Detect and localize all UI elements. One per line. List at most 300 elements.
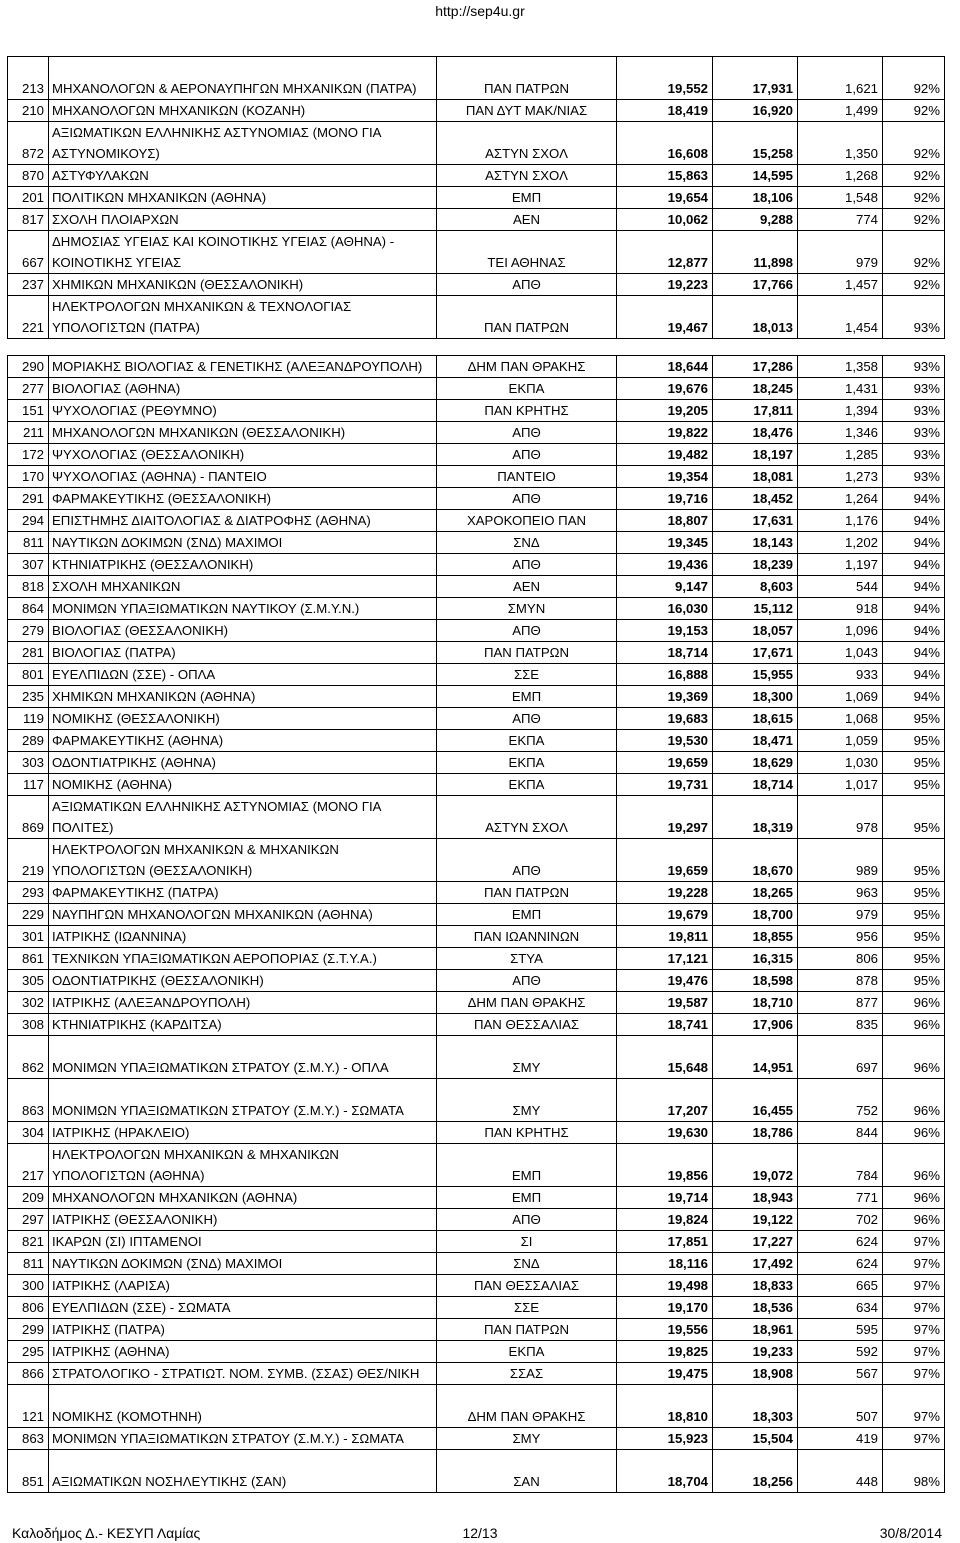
cell-code: 806 <box>8 1297 49 1319</box>
cell-b: 18,057 <box>713 620 798 642</box>
cell-code: 299 <box>8 1319 49 1341</box>
cell-code: 300 <box>8 1275 49 1297</box>
table-row <box>8 708 945 730</box>
cell-c: 1,059 <box>798 730 883 752</box>
table-row <box>8 122 945 165</box>
table-row <box>8 1297 945 1319</box>
cell-code: 863 <box>8 1079 49 1122</box>
cell-c: 989 <box>798 839 883 882</box>
cell-c: 624 <box>798 1231 883 1253</box>
footer-page-number: 12/13 <box>462 1525 498 1541</box>
table-row <box>8 422 945 444</box>
cell-a: 19,731 <box>617 774 713 796</box>
cell-name: ΔΗΜΟΣΙΑΣ ΥΓΕΙΑΣ ΚΑΙ ΚΟΙΝΟΤΙΚΗΣ ΥΓΕΙΑΣ (ΑΘΗΝΑ) - ΚΟΙΝΟΤΙΚΗΣ ΥΓΕΙΑΣ <box>49 231 437 274</box>
cell-b: 17,286 <box>713 356 798 378</box>
cell-inst: ΑΣΤΥΝ ΣΧΟΛ <box>437 796 617 839</box>
cell-inst: ΕΚΠΑ <box>437 378 617 400</box>
cell-p: 97% <box>883 1385 945 1428</box>
cell-p: 97% <box>883 1319 945 1341</box>
cell-p: 92% <box>883 122 945 165</box>
cell-c: 978 <box>798 796 883 839</box>
cell-c: 1,454 <box>798 296 883 339</box>
cell-b: 19,233 <box>713 1341 798 1363</box>
cell-code: 217 <box>8 1144 49 1187</box>
cell-p: 93% <box>883 356 945 378</box>
cell-c: 595 <box>798 1319 883 1341</box>
cell-b: 8,603 <box>713 576 798 598</box>
table-row <box>8 774 945 796</box>
cell-code: 864 <box>8 598 49 620</box>
cell-code: 863 <box>8 1428 49 1450</box>
cell-c: 1,358 <box>798 356 883 378</box>
cell-a: 18,704 <box>617 1450 713 1493</box>
cell-inst: ΑΠΘ <box>437 620 617 642</box>
cell-b: 16,920 <box>713 100 798 122</box>
cell-c: 665 <box>798 1275 883 1297</box>
cell-name: ΗΛΕΚΤΡΟΛΟΓΩΝ ΜΗΧΑΝΙΚΩΝ & ΜΗΧΑΝΙΚΩΝ ΥΠΟΛΟΓΙΣΤΩΝ (ΑΘΗΝΑ) <box>49 1144 437 1187</box>
cell-code: 818 <box>8 576 49 598</box>
cell-a: 19,476 <box>617 970 713 992</box>
cell-a: 19,822 <box>617 422 713 444</box>
cell-inst: ΣΙ <box>437 1231 617 1253</box>
table-row <box>8 488 945 510</box>
cell-code: 211 <box>8 422 49 444</box>
cell-name: ΙΚΑΡΩΝ (ΣΙ) ΙΠΤΑΜΕΝΟΙ <box>49 1231 437 1253</box>
cell-code: 869 <box>8 796 49 839</box>
cell-p: 96% <box>883 1144 945 1187</box>
cell-code: 305 <box>8 970 49 992</box>
cell-code: 209 <box>8 1187 49 1209</box>
cell-b: 18,319 <box>713 796 798 839</box>
cell-code: 307 <box>8 554 49 576</box>
cell-inst: ΠΑΝ ΠΑΤΡΩΝ <box>437 57 617 100</box>
cell-code: 861 <box>8 948 49 970</box>
cell-c: 774 <box>798 209 883 231</box>
cell-c: 877 <box>798 992 883 1014</box>
cell-code: 303 <box>8 752 49 774</box>
cell-code: 821 <box>8 1231 49 1253</box>
cell-b: 18,239 <box>713 554 798 576</box>
table-row <box>8 796 945 839</box>
cell-inst: ΠΑΝ ΠΑΤΡΩΝ <box>437 882 617 904</box>
cell-c: 624 <box>798 1253 883 1275</box>
table-row <box>8 642 945 664</box>
cell-inst: ΑΠΘ <box>437 970 617 992</box>
cell-inst: ΑΠΘ <box>437 1209 617 1231</box>
cell-c: 844 <box>798 1122 883 1144</box>
cell-p: 96% <box>883 1014 945 1036</box>
cell-inst: ΣΣΕ <box>437 664 617 686</box>
cell-c: 1,499 <box>798 100 883 122</box>
cell-b: 17,766 <box>713 274 798 296</box>
cell-name: ΣΧΟΛΗ ΠΛΟΙΑΡΧΩΝ <box>49 209 437 231</box>
cell-b: 16,315 <box>713 948 798 970</box>
cell-p: 94% <box>883 576 945 598</box>
cell-inst: ΣΑΝ <box>437 1450 617 1493</box>
cell-p: 95% <box>883 796 945 839</box>
cell-b: 18,833 <box>713 1275 798 1297</box>
cell-name: ΝΟΜΙΚΗΣ (ΚΟΜΟΤΗΝΗ) <box>49 1385 437 1428</box>
cell-name: ΜΗΧΑΝΟΛΟΓΩΝ & ΑΕΡΟΝΑΥΠΗΓΩΝ ΜΗΧΑΝΙΚΩΝ (ΠΑΤΡΑ) <box>49 57 437 100</box>
cell-p: 92% <box>883 274 945 296</box>
cell-code: 872 <box>8 122 49 165</box>
table-row <box>8 664 945 686</box>
table-body <box>8 57 945 1493</box>
cell-a: 18,644 <box>617 356 713 378</box>
cell-c: 878 <box>798 970 883 992</box>
cell-a: 19,811 <box>617 926 713 948</box>
table-row <box>8 378 945 400</box>
cell-inst: ΣΝΔ <box>437 1253 617 1275</box>
cell-a: 19,716 <box>617 488 713 510</box>
table-row <box>8 554 945 576</box>
cell-c: 835 <box>798 1014 883 1036</box>
cell-c: 1,268 <box>798 165 883 187</box>
cell-b: 17,906 <box>713 1014 798 1036</box>
cell-code: 210 <box>8 100 49 122</box>
cell-b: 17,671 <box>713 642 798 664</box>
cell-inst: ΑΕΝ <box>437 576 617 598</box>
cell-code: 817 <box>8 209 49 231</box>
cell-inst: ΣΤΥΑ <box>437 948 617 970</box>
cell-a: 19,205 <box>617 400 713 422</box>
cell-c: 979 <box>798 904 883 926</box>
cell-p: 96% <box>883 992 945 1014</box>
cell-inst: ΔΗΜ ΠΑΝ ΘΡΑΚΗΣ <box>437 992 617 1014</box>
cell-inst: ΔΗΜ ΠΑΝ ΘΡΑΚΗΣ <box>437 1385 617 1428</box>
cell-inst: ΑΠΘ <box>437 554 617 576</box>
cell-c: 567 <box>798 1363 883 1385</box>
cell-name: ΦΑΡΜΑΚΕΥΤΙΚΗΣ (ΘΕΣΣΑΛΟΝΙΚΗ) <box>49 488 437 510</box>
cell-inst: ΕΚΠΑ <box>437 752 617 774</box>
cell-c: 634 <box>798 1297 883 1319</box>
cell-p: 94% <box>883 532 945 554</box>
cell-c: 1,431 <box>798 378 883 400</box>
cell-inst: ΑΣΤΥΝ ΣΧΟΛ <box>437 165 617 187</box>
cell-code: 119 <box>8 708 49 730</box>
cell-a: 17,851 <box>617 1231 713 1253</box>
cell-p: 93% <box>883 378 945 400</box>
cell-code: 811 <box>8 532 49 554</box>
cell-a: 15,923 <box>617 1428 713 1450</box>
cell-b: 18,710 <box>713 992 798 1014</box>
cell-c: 1,176 <box>798 510 883 532</box>
cell-name: ΙΑΤΡΙΚΗΣ (ΙΩΑΝΝΙΝΑ) <box>49 926 437 948</box>
table-row <box>8 598 945 620</box>
cell-inst: ΠΑΝ ΘΕΣΣΑΛΙΑΣ <box>437 1275 617 1297</box>
cell-b: 17,811 <box>713 400 798 422</box>
cell-inst: ΣΜΥΝ <box>437 598 617 620</box>
cell-c: 1,069 <box>798 686 883 708</box>
cell-p: 95% <box>883 708 945 730</box>
cell-c: 1,096 <box>798 620 883 642</box>
cell-name: ΜΟΝΙΜΩΝ ΥΠΑΞΙΩΜΑΤΙΚΩΝ ΣΤΡΑΤΟΥ (Σ.Μ.Υ.) - ΣΩΜΑΤΑ <box>49 1079 437 1122</box>
cell-code: 304 <box>8 1122 49 1144</box>
cell-b: 15,955 <box>713 664 798 686</box>
cell-b: 16,455 <box>713 1079 798 1122</box>
cell-inst: ΕΚΠΑ <box>437 730 617 752</box>
cell-b: 14,595 <box>713 165 798 187</box>
cell-p: 92% <box>883 100 945 122</box>
table-row <box>8 532 945 554</box>
cell-c: 1,346 <box>798 422 883 444</box>
cell-a: 12,877 <box>617 231 713 274</box>
cell-a: 19,297 <box>617 796 713 839</box>
cell-name: ΦΑΡΜΑΚΕΥΤΙΚΗΣ (ΑΘΗΝΑ) <box>49 730 437 752</box>
table-row <box>8 400 945 422</box>
cell-c: 697 <box>798 1036 883 1079</box>
table-row <box>8 274 945 296</box>
cell-a: 18,116 <box>617 1253 713 1275</box>
cell-a: 18,807 <box>617 510 713 532</box>
table-row <box>8 466 945 488</box>
cell-b: 17,631 <box>713 510 798 532</box>
cell-code: 801 <box>8 664 49 686</box>
cell-inst: ΠΑΝ ΔΥΤ ΜΑΚ/ΝΙΑΣ <box>437 100 617 122</box>
table-row <box>8 1253 945 1275</box>
cell-a: 19,369 <box>617 686 713 708</box>
table-row <box>8 231 945 274</box>
cell-a: 19,153 <box>617 620 713 642</box>
cell-inst: ΠΑΝ ΠΑΤΡΩΝ <box>437 1319 617 1341</box>
cell-code: 229 <box>8 904 49 926</box>
cell-c: 1,202 <box>798 532 883 554</box>
cell-c: 933 <box>798 664 883 686</box>
cell-p: 94% <box>883 664 945 686</box>
cell-c: 1,068 <box>798 708 883 730</box>
cell-name: ΕΠΙΣΤΗΜΗΣ ΔΙΑΙΤΟΛΟΓΙΑΣ & ΔΙΑΤΡΟΦΗΣ (ΑΘΗΝΑ) <box>49 510 437 532</box>
cell-name: ΒΙΟΛΟΓΙΑΣ (ΑΘΗΝΑ) <box>49 378 437 400</box>
cell-c: 1,264 <box>798 488 883 510</box>
cell-name: ΤΕΧΝΙΚΩΝ ΥΠΑΞΙΩΜΑΤΙΚΩΝ ΑΕΡΟΠΟΡΙΑΣ (Σ.Τ.Υ.Α.) <box>49 948 437 970</box>
cell-a: 19,436 <box>617 554 713 576</box>
cell-code: 866 <box>8 1363 49 1385</box>
table-row <box>8 1428 945 1450</box>
cell-c: 806 <box>798 948 883 970</box>
cell-a: 19,654 <box>617 187 713 209</box>
cell-inst: ΕΜΠ <box>437 187 617 209</box>
cell-a: 18,714 <box>617 642 713 664</box>
cell-p: 93% <box>883 444 945 466</box>
cell-code: 235 <box>8 686 49 708</box>
cell-code: 308 <box>8 1014 49 1036</box>
cell-name: ΑΞΙΩΜΑΤΙΚΩΝ ΕΛΛΗΝΙΚΗΣ ΑΣΤΥΝΟΜΙΑΣ (ΜΟΝΟ ΓΙΑ ΑΣΤΥΝΟΜΙΚΟΥΣ) <box>49 122 437 165</box>
cell-b: 18,961 <box>713 1319 798 1341</box>
cell-inst: ΤΕΙ ΑΘΗΝΑΣ <box>437 231 617 274</box>
cell-c: 752 <box>798 1079 883 1122</box>
cell-name: ΙΑΤΡΙΚΗΣ (ΑΘΗΝΑ) <box>49 1341 437 1363</box>
cell-a: 19,345 <box>617 532 713 554</box>
cell-p: 95% <box>883 904 945 926</box>
cell-a: 19,630 <box>617 1122 713 1144</box>
cell-a: 18,810 <box>617 1385 713 1428</box>
cell-code: 151 <box>8 400 49 422</box>
table-row <box>8 904 945 926</box>
cell-b: 18,943 <box>713 1187 798 1209</box>
cell-inst: ΑΠΘ <box>437 444 617 466</box>
cell-b: 18,013 <box>713 296 798 339</box>
table-row <box>8 1319 945 1341</box>
cell-c: 956 <box>798 926 883 948</box>
table-row <box>8 620 945 642</box>
cell-c: 979 <box>798 231 883 274</box>
cell-code: 290 <box>8 356 49 378</box>
cell-name: ΚΤΗΝΙΑΤΡΙΚΗΣ (ΘΕΣΣΑΛΟΝΙΚΗ) <box>49 554 437 576</box>
cell-code: 172 <box>8 444 49 466</box>
page-header-url: http://sep4u.gr <box>435 3 525 19</box>
cell-a: 19,475 <box>617 1363 713 1385</box>
table-row <box>8 970 945 992</box>
cell-code: 277 <box>8 378 49 400</box>
cell-p: 92% <box>883 165 945 187</box>
admissions-table <box>7 56 945 1493</box>
cell-c: 1,197 <box>798 554 883 576</box>
cell-name: ΜΟΝΙΜΩΝ ΥΠΑΞΙΩΜΑΤΙΚΩΝ ΣΤΡΑΤΟΥ (Σ.Μ.Υ.) - ΟΠΛΑ <box>49 1036 437 1079</box>
cell-c: 1,350 <box>798 122 883 165</box>
cell-b: 18,700 <box>713 904 798 926</box>
cell-p: 92% <box>883 231 945 274</box>
cell-name: ΝΟΜΙΚΗΣ (ΑΘΗΝΑ) <box>49 774 437 796</box>
cell-b: 18,629 <box>713 752 798 774</box>
cell-inst: ΠΑΝ ΚΡΗΤΗΣ <box>437 1122 617 1144</box>
cell-code: 297 <box>8 1209 49 1231</box>
table-row <box>8 187 945 209</box>
cell-b: 18,245 <box>713 378 798 400</box>
table-row <box>8 576 945 598</box>
table-row <box>8 1385 945 1428</box>
cell-a: 19,679 <box>617 904 713 926</box>
cell-inst: ΠΑΝ ΚΡΗΤΗΣ <box>437 400 617 422</box>
cell-a: 19,482 <box>617 444 713 466</box>
table-row <box>8 992 945 1014</box>
cell-p: 96% <box>883 1036 945 1079</box>
footer-author: Καλοδήμος Δ.- ΚΕΣΥΠ Λαμίας <box>12 1525 201 1541</box>
table-row <box>8 1187 945 1209</box>
cell-a: 19,825 <box>617 1341 713 1363</box>
table-row <box>8 57 945 100</box>
cell-inst: ΕΚΠΑ <box>437 1341 617 1363</box>
cell-inst: ΕΜΠ <box>437 1187 617 1209</box>
table-row <box>8 1079 945 1122</box>
cell-p: 93% <box>883 400 945 422</box>
cell-name: ΝΑΥΤΙΚΩΝ ΔΟΚΙΜΩΝ (ΣΝΔ) ΜΑΧΙΜΟΙ <box>49 1253 437 1275</box>
table-row <box>8 1036 945 1079</box>
cell-b: 9,288 <box>713 209 798 231</box>
cell-b: 18,714 <box>713 774 798 796</box>
cell-c: 507 <box>798 1385 883 1428</box>
cell-p: 96% <box>883 1209 945 1231</box>
table-row <box>8 510 945 532</box>
table-row <box>8 1450 945 1493</box>
cell-a: 19,587 <box>617 992 713 1014</box>
cell-p: 94% <box>883 554 945 576</box>
table-row <box>8 1363 945 1385</box>
cell-b: 19,072 <box>713 1144 798 1187</box>
cell-code: 293 <box>8 882 49 904</box>
cell-b: 18,197 <box>713 444 798 466</box>
cell-inst: ΣΣΕ <box>437 1297 617 1319</box>
cell-a: 19,354 <box>617 466 713 488</box>
cell-inst: ΣΝΔ <box>437 532 617 554</box>
cell-a: 19,856 <box>617 1144 713 1187</box>
cell-a: 17,207 <box>617 1079 713 1122</box>
cell-b: 17,492 <box>713 1253 798 1275</box>
cell-c: 1,017 <box>798 774 883 796</box>
table-row <box>8 1144 945 1187</box>
cell-b: 18,256 <box>713 1450 798 1493</box>
cell-b: 18,303 <box>713 1385 798 1428</box>
cell-a: 15,863 <box>617 165 713 187</box>
cell-name: ΑΣΤΥΦΥΛΑΚΩΝ <box>49 165 437 187</box>
cell-p: 93% <box>883 296 945 339</box>
cell-a: 16,888 <box>617 664 713 686</box>
cell-p: 97% <box>883 1253 945 1275</box>
cell-code: 281 <box>8 642 49 664</box>
cell-a: 9,147 <box>617 576 713 598</box>
cell-inst: ΣΜΥ <box>437 1428 617 1450</box>
cell-c: 784 <box>798 1144 883 1187</box>
cell-b: 18,476 <box>713 422 798 444</box>
cell-inst: ΠΑΝΤΕΙΟ <box>437 466 617 488</box>
cell-inst: ΠΑΝ ΠΑΤΡΩΝ <box>437 642 617 664</box>
table-row <box>8 1275 945 1297</box>
table-row <box>8 686 945 708</box>
cell-name: ΒΙΟΛΟΓΙΑΣ (ΠΑΤΡΑ) <box>49 642 437 664</box>
cell-p: 97% <box>883 1428 945 1450</box>
cell-a: 19,659 <box>617 839 713 882</box>
table-row <box>8 165 945 187</box>
cell-p: 95% <box>883 926 945 948</box>
cell-code: 279 <box>8 620 49 642</box>
cell-a: 19,556 <box>617 1319 713 1341</box>
table-row <box>8 444 945 466</box>
cell-name: ΟΔΟΝΤΙΑΤΡΙΚΗΣ (ΑΘΗΝΑ) <box>49 752 437 774</box>
cell-inst: ΑΠΘ <box>437 274 617 296</box>
cell-c: 918 <box>798 598 883 620</box>
cell-a: 19,498 <box>617 1275 713 1297</box>
table-row <box>8 1341 945 1363</box>
cell-code: 295 <box>8 1341 49 1363</box>
cell-name: ΜΗΧΑΝΟΛΟΓΩΝ ΜΗΧΑΝΙΚΩΝ (ΑΘΗΝΑ) <box>49 1187 437 1209</box>
table-row <box>8 100 945 122</box>
cell-a: 19,683 <box>617 708 713 730</box>
cell-b: 18,615 <box>713 708 798 730</box>
cell-p: 96% <box>883 1187 945 1209</box>
table-row <box>8 1014 945 1036</box>
cell-inst: ΣΜΥ <box>437 1036 617 1079</box>
cell-name: ΜΗΧΑΝΟΛΟΓΩΝ ΜΗΧΑΝΙΚΩΝ (ΚΟΖΑΝΗ) <box>49 100 437 122</box>
cell-c: 544 <box>798 576 883 598</box>
cell-name: ΙΑΤΡΙΚΗΣ (ΑΛΕΞΑΝΔΡΟΥΠΟΛΗ) <box>49 992 437 1014</box>
cell-p: 95% <box>883 882 945 904</box>
cell-p: 98% <box>883 1450 945 1493</box>
cell-c: 1,273 <box>798 466 883 488</box>
cell-code: 121 <box>8 1385 49 1428</box>
cell-p: 94% <box>883 686 945 708</box>
cell-b: 17,227 <box>713 1231 798 1253</box>
cell-p: 95% <box>883 948 945 970</box>
cell-a: 10,062 <box>617 209 713 231</box>
cell-name: ΜΗΧΑΝΟΛΟΓΩΝ ΜΗΧΑΝΙΚΩΝ (ΘΕΣΣΑΛΟΝΙΚΗ) <box>49 422 437 444</box>
cell-b: 18,143 <box>713 532 798 554</box>
cell-b: 18,908 <box>713 1363 798 1385</box>
cell-name: ΨΥΧΟΛΟΓΙΑΣ (ΑΘΗΝΑ) - ΠΑΝΤΕΙΟ <box>49 466 437 488</box>
cell-c: 1,043 <box>798 642 883 664</box>
cell-code: 289 <box>8 730 49 752</box>
cell-p: 92% <box>883 187 945 209</box>
cell-name: ΨΥΧΟΛΟΓΙΑΣ (ΡΕΘΥΜΝΟ) <box>49 400 437 422</box>
cell-inst: ΠΑΝ ΠΑΤΡΩΝ <box>437 296 617 339</box>
